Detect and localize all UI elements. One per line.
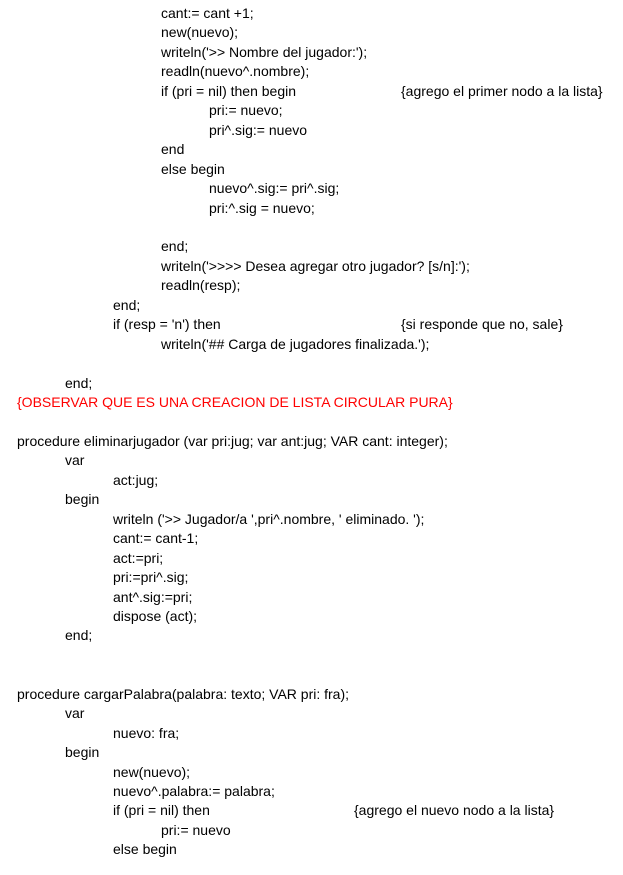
- code-line: end;: [161, 238, 189, 255]
- code-line: var: [65, 452, 85, 469]
- code-line: pri^.sig:= nuevo: [209, 121, 308, 138]
- code-line: begin: [65, 491, 100, 508]
- code-line: writeln ('>> Jugador/a ',pri^.nombre, ' eliminado. ');: [113, 510, 425, 527]
- code-line: pri:^.sig = nuevo;: [209, 199, 315, 216]
- code-line: nuevo: fra;: [113, 724, 180, 741]
- code-line: writeln('>> Nombre del jugador:');: [161, 43, 368, 60]
- note-line: {OBSERVAR QUE ES UNA CREACION DE LISTA CIRCULAR PURA}: [17, 394, 453, 410]
- code-line: end;: [65, 374, 93, 391]
- code-line: cant:= cant +1;: [161, 5, 254, 21]
- code-line: act:=pri;: [113, 549, 164, 566]
- code-line: pri:= nuevo;: [209, 102, 283, 119]
- code-line: end;: [113, 296, 141, 313]
- code-line: writeln('## Carga de jugadores finalizada.');: [161, 335, 430, 352]
- code-line: var: [65, 705, 85, 722]
- code-line: nuevo^.palabra:= palabra;: [113, 783, 275, 799]
- code-line: procedure eliminarjugador (var pri:jug; var ant:jug; VAR cant: integer);: [17, 432, 448, 449]
- code-line: dispose (act);: [113, 607, 198, 624]
- code-line: ant^.sig:=pri;: [113, 588, 193, 605]
- code-line: if (resp = 'n') then: [113, 316, 221, 333]
- code-line: end: [161, 141, 185, 158]
- code-comment: {agrego el primer nodo a la lista}: [401, 82, 603, 99]
- code-line: procedure cargarPalabra(palabra: texto; VAR pri: fra);: [17, 685, 350, 702]
- code-line: pri:= nuevo: [161, 821, 231, 838]
- code-line: else begin: [161, 160, 225, 177]
- code-line: new(nuevo);: [113, 763, 191, 780]
- code-line: act:jug;: [113, 471, 159, 488]
- code-line: begin: [65, 744, 100, 761]
- code-line: readln(resp);: [161, 277, 241, 294]
- code-line: else begin: [113, 841, 177, 858]
- code-comment: {agrego el nuevo nodo a la lista}: [354, 802, 555, 819]
- code-line: readln(nuevo^.nombre);: [161, 63, 310, 80]
- code-line: new(nuevo);: [161, 24, 239, 41]
- code-line: writeln('>>>> Desea agregar otro jugador? [s/n]:');: [161, 257, 470, 274]
- code-line: end;: [65, 627, 93, 644]
- code-line: nuevo^.sig:= pri^.sig;: [209, 180, 340, 197]
- code-line: pri:=pri^.sig;: [113, 569, 189, 586]
- code-line: if (pri = nil) then: [113, 802, 210, 819]
- code-line: cant:= cant-1;: [113, 530, 199, 547]
- code-line: if (pri = nil) then begin: [161, 82, 297, 99]
- code-comment: {si responde que no, sale}: [401, 316, 563, 333]
